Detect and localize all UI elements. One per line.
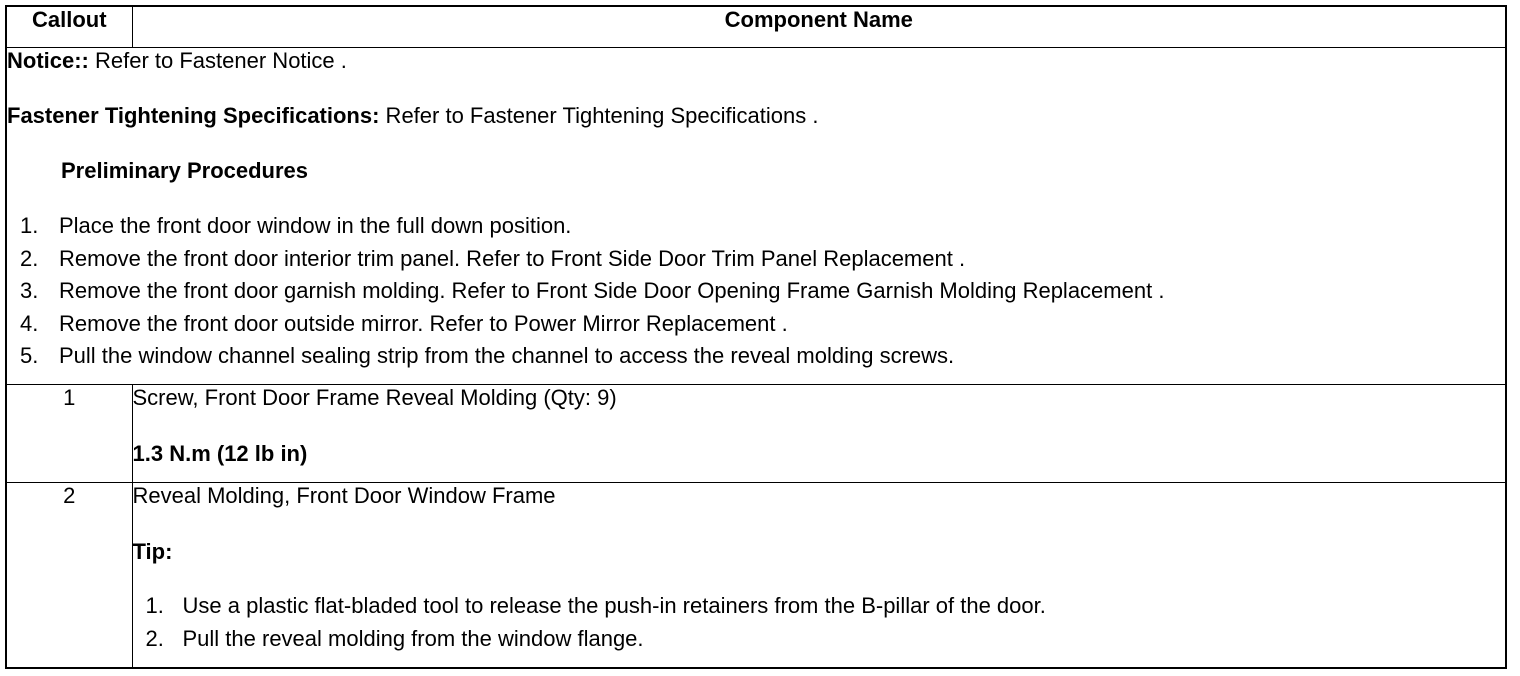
step-number: 1. (20, 213, 39, 238)
callout-number: 2 (7, 483, 132, 668)
list-item (7, 311, 1505, 344)
step-number: 1. (145, 593, 164, 618)
general-info-cell (7, 48, 1505, 385)
notice-label: Notice:: (7, 48, 89, 73)
list-item (7, 343, 1505, 376)
component-table-frame (5, 5, 1507, 669)
step-text: Pull the reveal molding from the window flange. (182, 626, 644, 651)
spec-text: Refer to Fastener Tightening Specifications . (379, 103, 819, 128)
list-item (133, 626, 1506, 659)
step-number: 3. (20, 278, 39, 303)
step-text: Pull the window channel sealing strip from the channel to access the reveal molding screws. (59, 343, 955, 368)
list-item (133, 593, 1506, 626)
callout-column-header: Callout (7, 7, 132, 48)
list-item (7, 278, 1505, 311)
step-text: Use a plastic flat-bladed tool to release the push-in retainers from the B-pillar of the door. (182, 593, 1046, 618)
preliminary-procedures-title: Preliminary Procedures (61, 158, 309, 183)
list-item (7, 246, 1505, 279)
step-number: 5. (20, 343, 39, 368)
table-row (7, 483, 1505, 668)
table-header-row (7, 7, 1505, 48)
step-number: 2. (145, 626, 164, 651)
preliminary-steps-list (7, 213, 1505, 376)
list-item (7, 213, 1505, 246)
component-cell (132, 385, 1505, 483)
torque-spec: 1.3 N.m (12 lb in) (132, 441, 308, 466)
notice-text: Refer to Fastener Notice . (88, 48, 347, 73)
spec-label: Fastener Tightening Specifications: (7, 103, 380, 128)
general-info-row (7, 48, 1505, 385)
component-name: Screw, Front Door Frame Reveal Molding (Qty: 9) (132, 385, 617, 410)
callout-number: 1 (7, 385, 132, 483)
tip-label: Tip: (132, 539, 173, 564)
table-row (7, 385, 1505, 483)
component-name-column-header: Component Name (132, 7, 1505, 48)
step-number: 4. (20, 310, 39, 336)
notice-line (7, 48, 1505, 74)
spec-line (7, 103, 1505, 129)
step-number: 2. (20, 245, 39, 271)
component-cell (132, 483, 1505, 668)
tip-steps-list (133, 593, 1506, 659)
step-text: Place the front door window in the full down position. (59, 213, 572, 238)
component-table (7, 7, 1505, 667)
step-text: Remove the front door outside mirror. Refer to Power Mirror Replacement . (59, 310, 788, 336)
component-name: Reveal Molding, Front Door Window Frame (132, 483, 556, 508)
step-text: Remove the front door garnish molding. Refer to Front Side Door Opening Frame Garnish Molding Replacement . (59, 278, 1165, 303)
step-text: Remove the front door interior trim panel. Refer to Front Side Door Trim Panel Replacement . (59, 245, 966, 271)
